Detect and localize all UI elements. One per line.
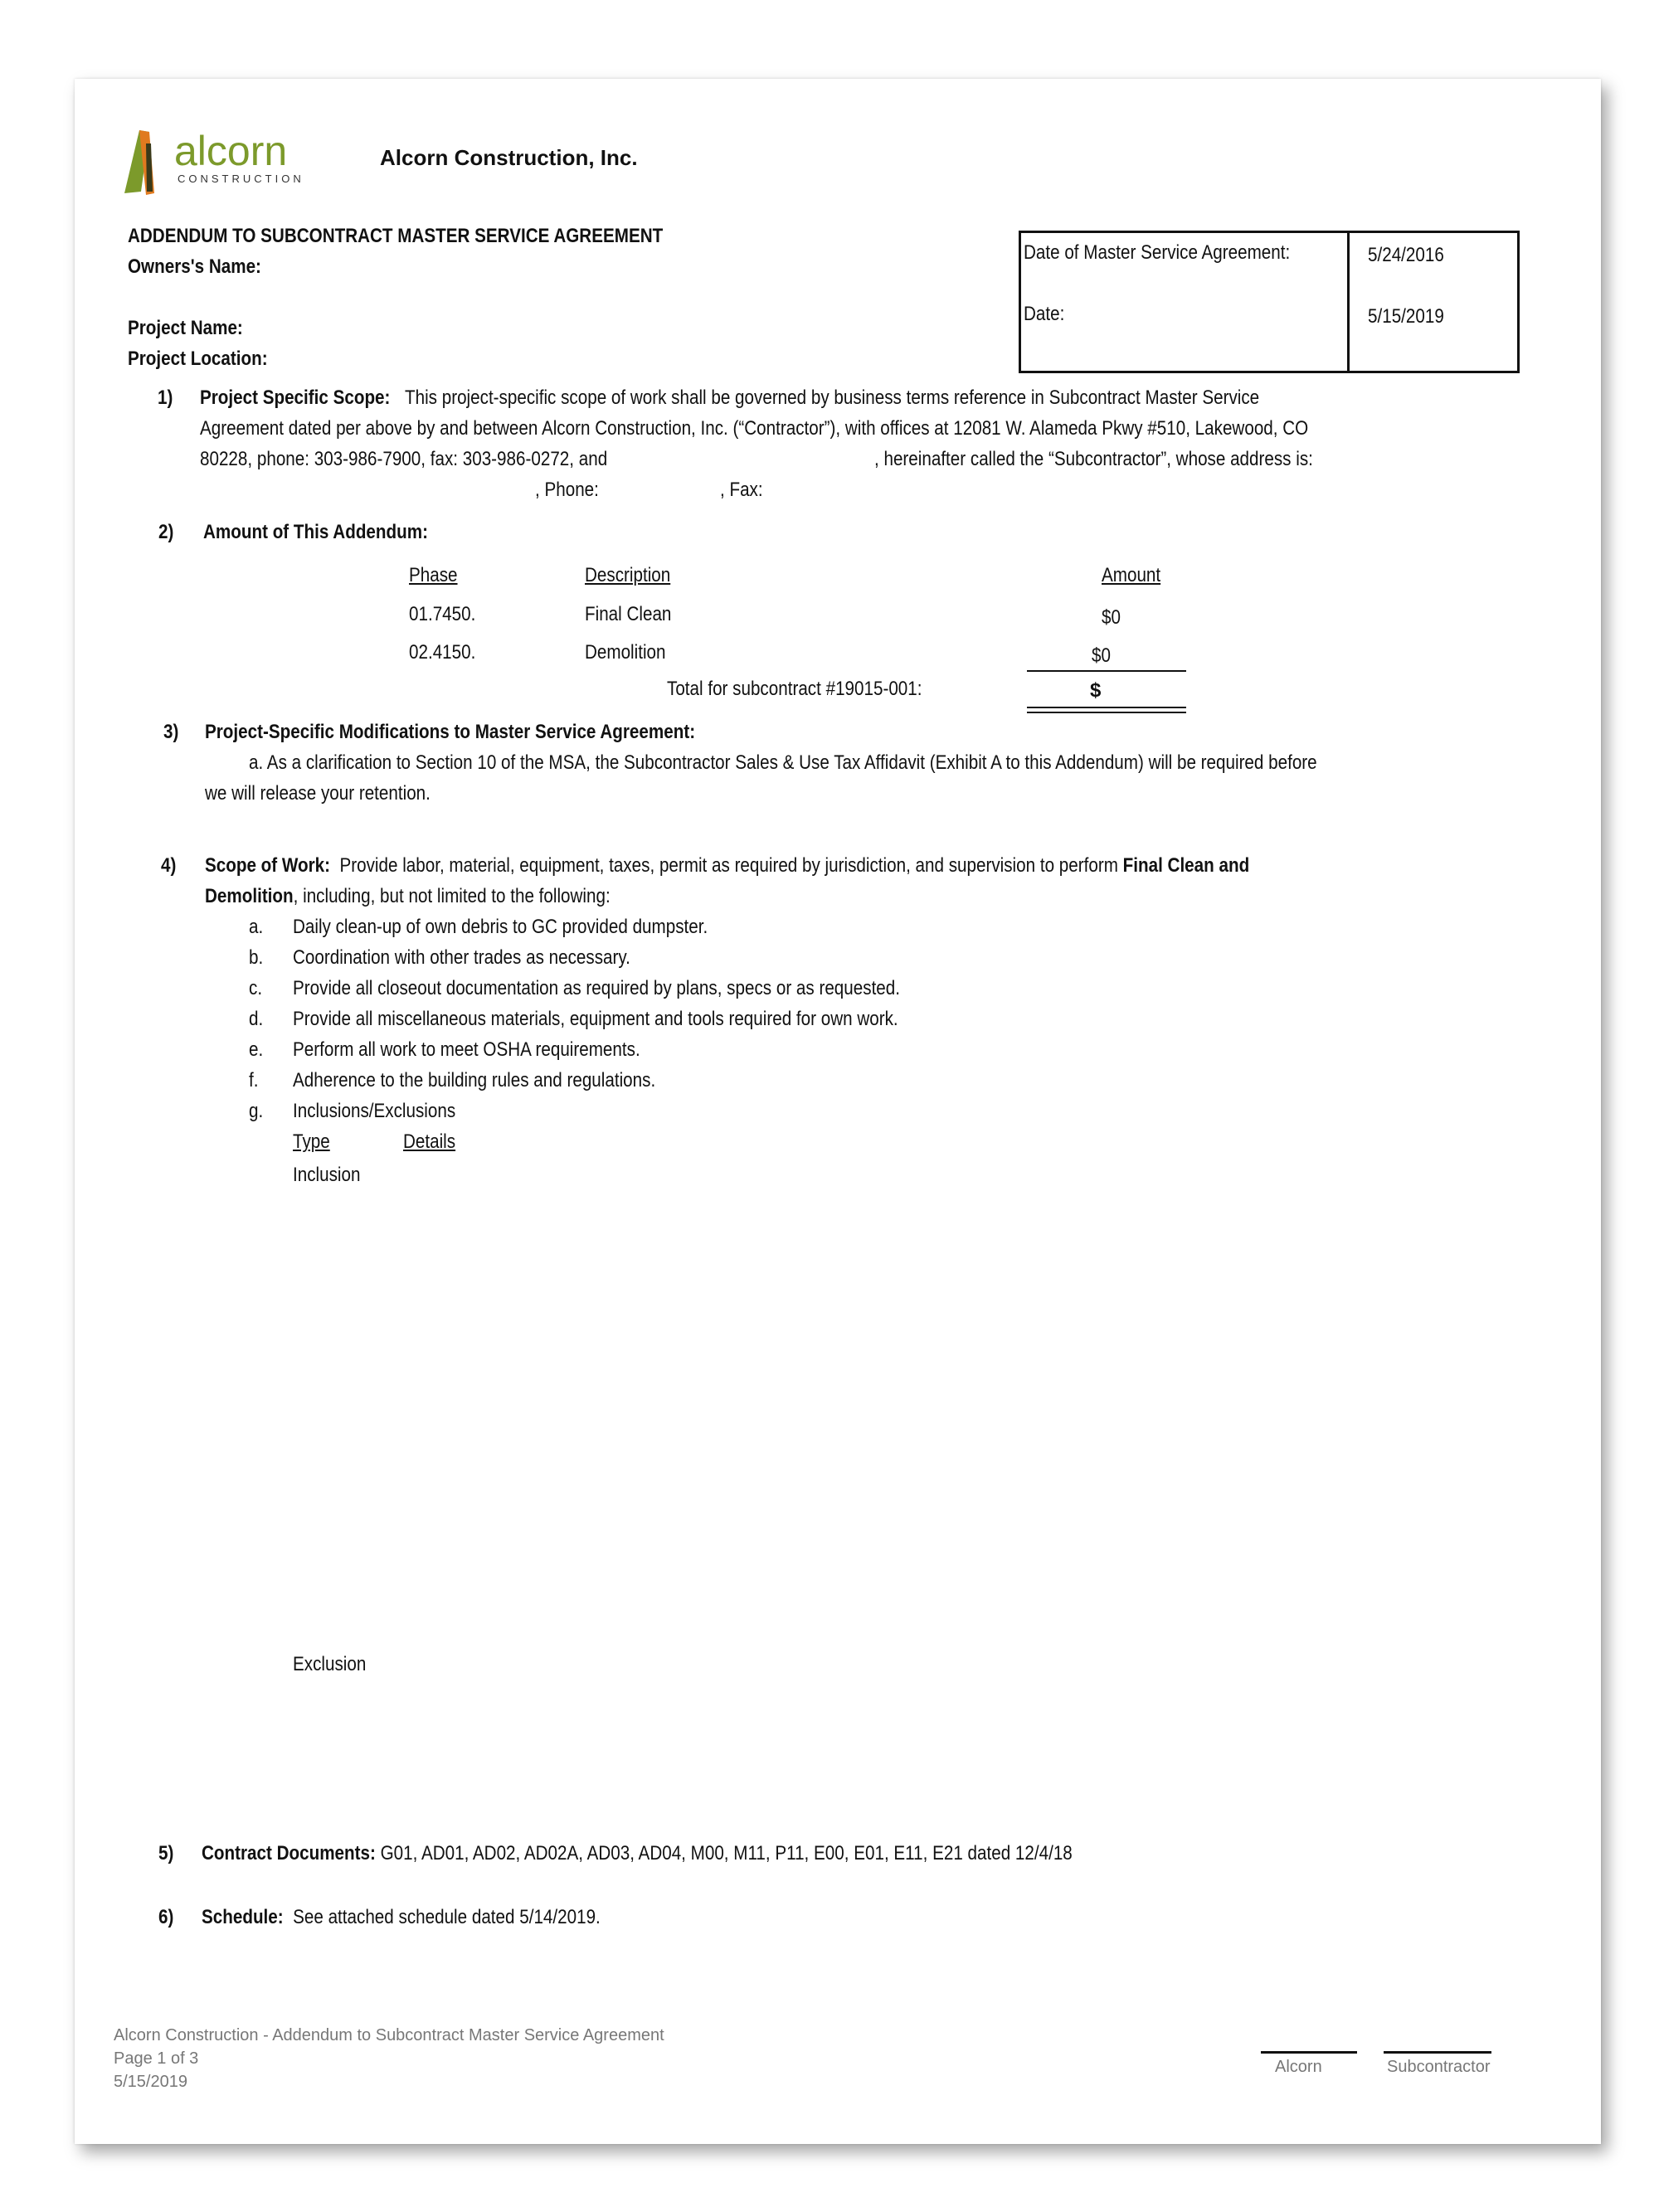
row2-description: Demolition: [585, 641, 666, 664]
section6-text: See attached schedule dated 5/14/2019.: [293, 1906, 601, 1928]
section5-line: [202, 1842, 1073, 1865]
date-box: [1019, 231, 1520, 373]
logo-mark-icon: [121, 127, 174, 195]
section2-number: 2): [158, 521, 174, 543]
type-header: Type: [293, 1130, 330, 1153]
alcorn-signature-label: Alcorn: [1275, 2058, 1322, 2076]
section4-line1: [205, 854, 1249, 878]
item-a-text: Daily clean-up of own debris to GC provided dumpster.: [293, 916, 708, 938]
section1-phone-label: , Phone:: [535, 479, 599, 501]
section5-number: 5): [158, 1842, 174, 1864]
column-header-amount: Amount: [1102, 564, 1161, 586]
msa-date-label: Date of Master Service Agreement:: [1024, 241, 1291, 264]
item-c-letter: c.: [249, 977, 263, 999]
inclusion-label: Inclusion: [293, 1164, 361, 1186]
item-e-letter: e.: [249, 1038, 264, 1061]
section1-line2: Agreement dated per above by and between Alcorn Construction, Inc. (“Contractor”), with offices at 12081 W. Alameda Pkwy #510, Lakewood, CO: [200, 417, 1309, 440]
footer-page-number: Page 1 of 3: [114, 2049, 199, 2068]
company-name: Alcorn Construction, Inc.: [380, 145, 638, 170]
section1-number: 1): [158, 386, 173, 409]
alcorn-signature-line: [1261, 2051, 1357, 2054]
section4-line1a: Provide labor, material, equipment, taxes, permit as required by jurisdiction, and supervision to perform: [339, 854, 1118, 877]
item-g-letter: g.: [249, 1100, 264, 1122]
item-b-text: Coordination with other trades as necessary.: [293, 946, 630, 969]
footer-doc-title: Alcorn Construction - Addendum to Subcontract Master Service Agreement: [114, 2026, 664, 2044]
item-f-letter: f.: [249, 1069, 259, 1091]
row1-phase: 01.7450.: [409, 603, 476, 625]
section3-line1: a. As a clarification to Section 10 of the MSA, the Subcontractor Sales & Use Tax Affidavit (Exhibit A to this Addendum) will be required before: [249, 751, 1317, 774]
section1-heading: Project Specific Scope:: [200, 386, 391, 409]
section5-heading: Contract Documents:: [202, 1842, 376, 1864]
section4-heading: Scope of Work:: [205, 854, 330, 877]
document-page: [75, 79, 1601, 2144]
item-e-text: Perform all work to meet OSHA requirements.: [293, 1038, 640, 1061]
subcontractor-signature-line: [1384, 2051, 1491, 2054]
item-f-text: Adherence to the building rules and regulations.: [293, 1069, 656, 1091]
date-value: 5/15/2019: [1368, 305, 1444, 328]
msa-date-value: 5/24/2016: [1368, 244, 1444, 266]
column-header-phase: Phase: [409, 564, 458, 586]
section1-line1: This project-specific scope of work shall be governed by business terms reference in Subcontract Master Service: [405, 386, 1260, 409]
section4-line2a: Demolition: [205, 885, 294, 907]
item-g-text: Inclusions/Exclusions: [293, 1100, 456, 1122]
owners-name-label: Owners's Name:: [128, 255, 261, 278]
total-double-rule-2: [1027, 712, 1186, 713]
item-d-text: Provide all miscellaneous materials, equipment and tools required for own work.: [293, 1008, 898, 1030]
date-label: Date:: [1024, 303, 1065, 325]
exclusion-label: Exclusion: [293, 1653, 367, 1675]
item-c-text: Provide all closeout documentation as required by plans, specs or as requested.: [293, 977, 900, 999]
row1-description: Final Clean: [585, 603, 672, 625]
row1-amount: $0: [1102, 606, 1121, 629]
section1-line3b: , hereinafter called the “Subcontractor”, whose address is:: [874, 448, 1313, 470]
item-b-letter: b.: [249, 946, 264, 969]
section4-number: 4): [161, 854, 177, 877]
section1-fax-label: , Fax:: [720, 479, 763, 501]
logo-word: alcorn: [174, 128, 288, 174]
total-double-rule-1: [1027, 707, 1186, 708]
section1-line3a: 80228, phone: 303-986-7900, fax: 303-986-0272, and: [200, 448, 608, 470]
section6-heading: Schedule:: [202, 1906, 284, 1928]
section4-line1b: Final Clean and: [1122, 854, 1250, 877]
logo-subtitle: CONSTRUCTION: [178, 173, 304, 185]
section3-heading: Project-Specific Modifications to Master Service Agreement:: [205, 721, 696, 743]
section5-text: G01, AD01, AD02, AD02A, AD03, AD04, M00, M11, P11, E00, E01, E11, E21 dated 12/4/18: [380, 1842, 1073, 1864]
subtotal-rule: [1027, 670, 1186, 672]
column-header-description: Description: [585, 564, 671, 586]
item-a-letter: a.: [249, 916, 264, 938]
subcontractor-signature-label: Subcontractor: [1387, 2058, 1491, 2076]
row2-amount: $0: [1092, 644, 1111, 667]
date-box-divider: [1347, 233, 1350, 371]
section4-line2b: , including, but not limited to the following:: [293, 885, 611, 907]
item-d-letter: d.: [249, 1008, 264, 1030]
row2-phase: 02.4150.: [409, 641, 476, 664]
total-label: Total for subcontract #19015-001:: [667, 678, 922, 700]
section3-number: 3): [163, 721, 179, 743]
section2-heading: Amount of This Addendum:: [203, 521, 428, 543]
section6-number: 6): [158, 1906, 174, 1928]
project-name-label: Project Name:: [128, 317, 243, 339]
section3-line2: we will release your retention.: [205, 782, 431, 805]
project-location-label: Project Location:: [128, 348, 268, 370]
footer-date: 5/15/2019: [114, 2073, 187, 2091]
details-header: Details: [403, 1130, 456, 1153]
page-title: ADDENDUM TO SUBCONTRACT MASTER SERVICE AGREEMENT: [128, 225, 664, 247]
company-logo: [121, 127, 312, 202]
section6-line: [202, 1906, 601, 1929]
total-value: $: [1090, 679, 1102, 702]
section4-line2: [205, 885, 611, 908]
